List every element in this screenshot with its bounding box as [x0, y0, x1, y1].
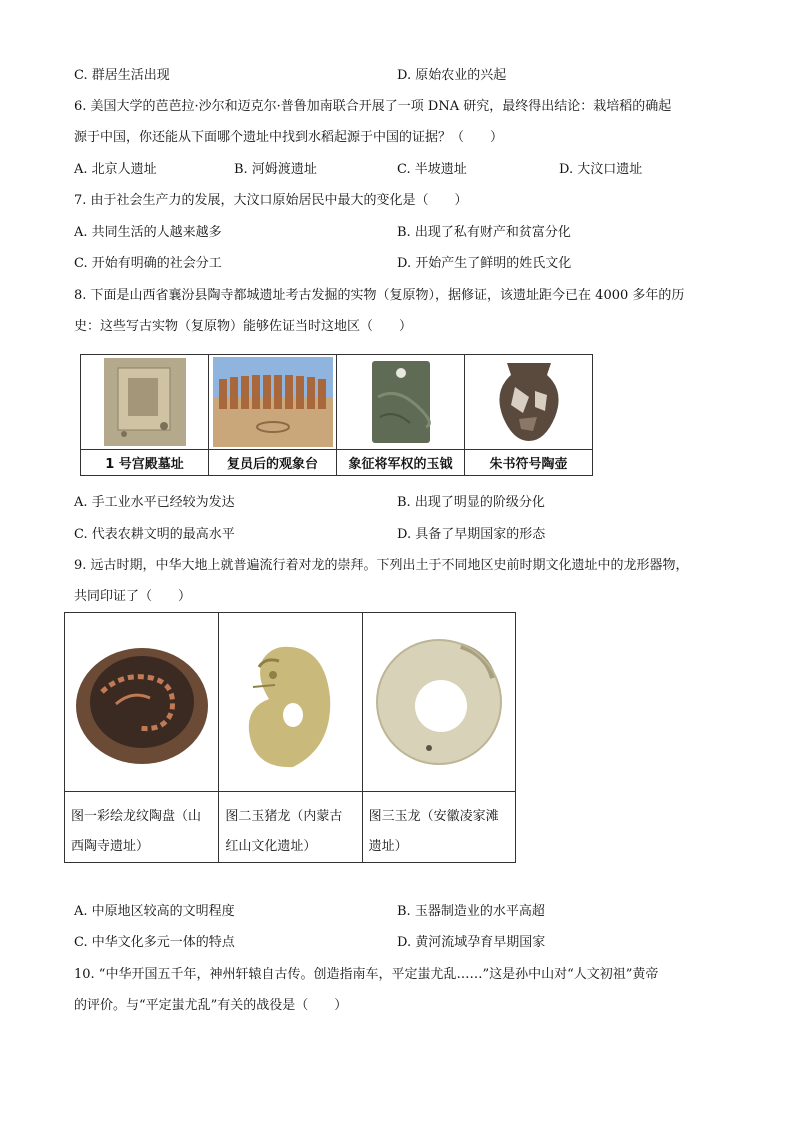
q10-stem-line2: 的评价。与“平定蚩尤乱”有关的战役是（ ） [74, 998, 348, 1013]
q5-option-d: D. 原始农业的兴起 [397, 68, 507, 83]
q8-cell-1 [81, 355, 209, 475]
q6-stem-line2: 源于中国，你还能从下面哪个遗址中找到水稻起源于中国的证据？（ ） [74, 130, 504, 145]
q8-caption-1: 1 号宫殿墓址 [105, 457, 184, 473]
q6-option-b: B. 河姆渡遗址 [234, 162, 317, 177]
q6-option-d: D. 大汶口遗址 [559, 162, 643, 177]
q8-stem-line2: 史：这些写古实物（复原物）能够佐证当时这地区（ ） [74, 319, 413, 334]
q9-cell-2 [219, 613, 362, 862]
q9-caption-2-line1: 图二玉猪龙（内蒙古 [225, 809, 343, 824]
q9-caption-1 [65, 792, 218, 862]
q6-option-a: A. 北京人遗址 [74, 162, 157, 177]
q9-caption-2-line2: 红山文化遗址） [225, 839, 317, 854]
q8-option-b: B. 出现了明显的阶级分化 [397, 495, 545, 510]
observatory-photo [209, 355, 336, 450]
jade-dragon-ring-photo [363, 613, 515, 792]
q8-option-c: C. 代表农耕文明的最高水平 [74, 527, 235, 542]
dragon-plate-photo [65, 613, 218, 792]
q8-option-a: A. 手工业水平已经较为发达 [74, 495, 235, 510]
q9-caption-3-line1: 图三玉龙（安徽凌家滩 [368, 809, 499, 824]
q7-option-c: C. 开始有明确的社会分工 [74, 256, 222, 271]
q8-caption-2: 复员后的观象台 [226, 457, 318, 473]
q9-caption-2 [219, 792, 361, 862]
q8-option-d: D. 具备了早期国家的形态 [397, 527, 546, 542]
q5-option-c: C. 群居生活出现 [74, 68, 170, 83]
q9-option-d: D. 黄河流域孕育早期国家 [397, 935, 546, 950]
q8-caption-4: 朱书符号陶壶 [489, 457, 568, 473]
q9-option-b: B. 玉器制造业的水平高超 [397, 904, 545, 919]
q9-caption-3 [363, 792, 515, 862]
q8-image-table [80, 354, 593, 476]
palace-site-photo [81, 355, 208, 450]
q8-caption-3: 象征将军权的玉钺 [348, 457, 453, 473]
pottery-pot-photo [465, 355, 592, 450]
q8-stem-line1: 8. 下面是山西省襄汾县陶寺都城遗址考古发掘的实物（复原物），据修证，该遗址距今已在 4000 多年的历 [74, 288, 685, 303]
q7-option-b: B. 出现了私有财产和贫富分化 [397, 225, 571, 240]
q8-cell-4 [465, 355, 592, 475]
q7-option-a: A. 共同生活的人越来越多 [74, 225, 222, 240]
q10-stem-line1: 10. “中华开国五千年，神州轩辕自古传。创造指南车，平定蚩尤乱……”这是孙中山对“人文初祖”黄帝 [74, 967, 659, 982]
q6-option-c: C. 半坡遗址 [397, 162, 467, 177]
q9-caption-1-line2: 西陶寺遗址） [71, 839, 150, 854]
q7-stem: 7. 由于社会生产力的发展，大汶口原始居民中最大的变化是（ ） [74, 193, 468, 208]
jade-pig-dragon-photo [219, 613, 361, 792]
q9-cell-1 [65, 613, 219, 862]
q9-option-a: A. 中原地区较高的文明程度 [74, 904, 235, 919]
q8-cell-3 [337, 355, 465, 475]
q9-cell-3 [363, 613, 515, 862]
q9-image-table [64, 612, 516, 863]
q9-caption-1-line1: 图一彩绘龙纹陶盘（山 [71, 809, 202, 824]
q9-caption-3-line2: 遗址） [368, 839, 408, 854]
q8-cell-2 [209, 355, 337, 475]
jade-axe-photo [337, 355, 464, 450]
q9-option-c: C. 中华文化多元一体的特点 [74, 935, 235, 950]
q6-stem-line1: 6. 美国大学的芭芭拉·沙尔和迈克尔·普鲁加南联合开展了一项 DNA 研究，最终得出结论：栽培稻的确起 [74, 99, 672, 114]
q9-stem-line1: 9. 远古时期，中华大地上就普遍流行着对龙的崇拜。下列出土于不同地区史前时期文化遗址中的龙形器物， [74, 558, 689, 573]
q9-stem-line2: 共同印证了（ ） [74, 589, 192, 604]
q7-option-d: D. 开始产生了鲜明的姓氏文化 [397, 256, 572, 271]
